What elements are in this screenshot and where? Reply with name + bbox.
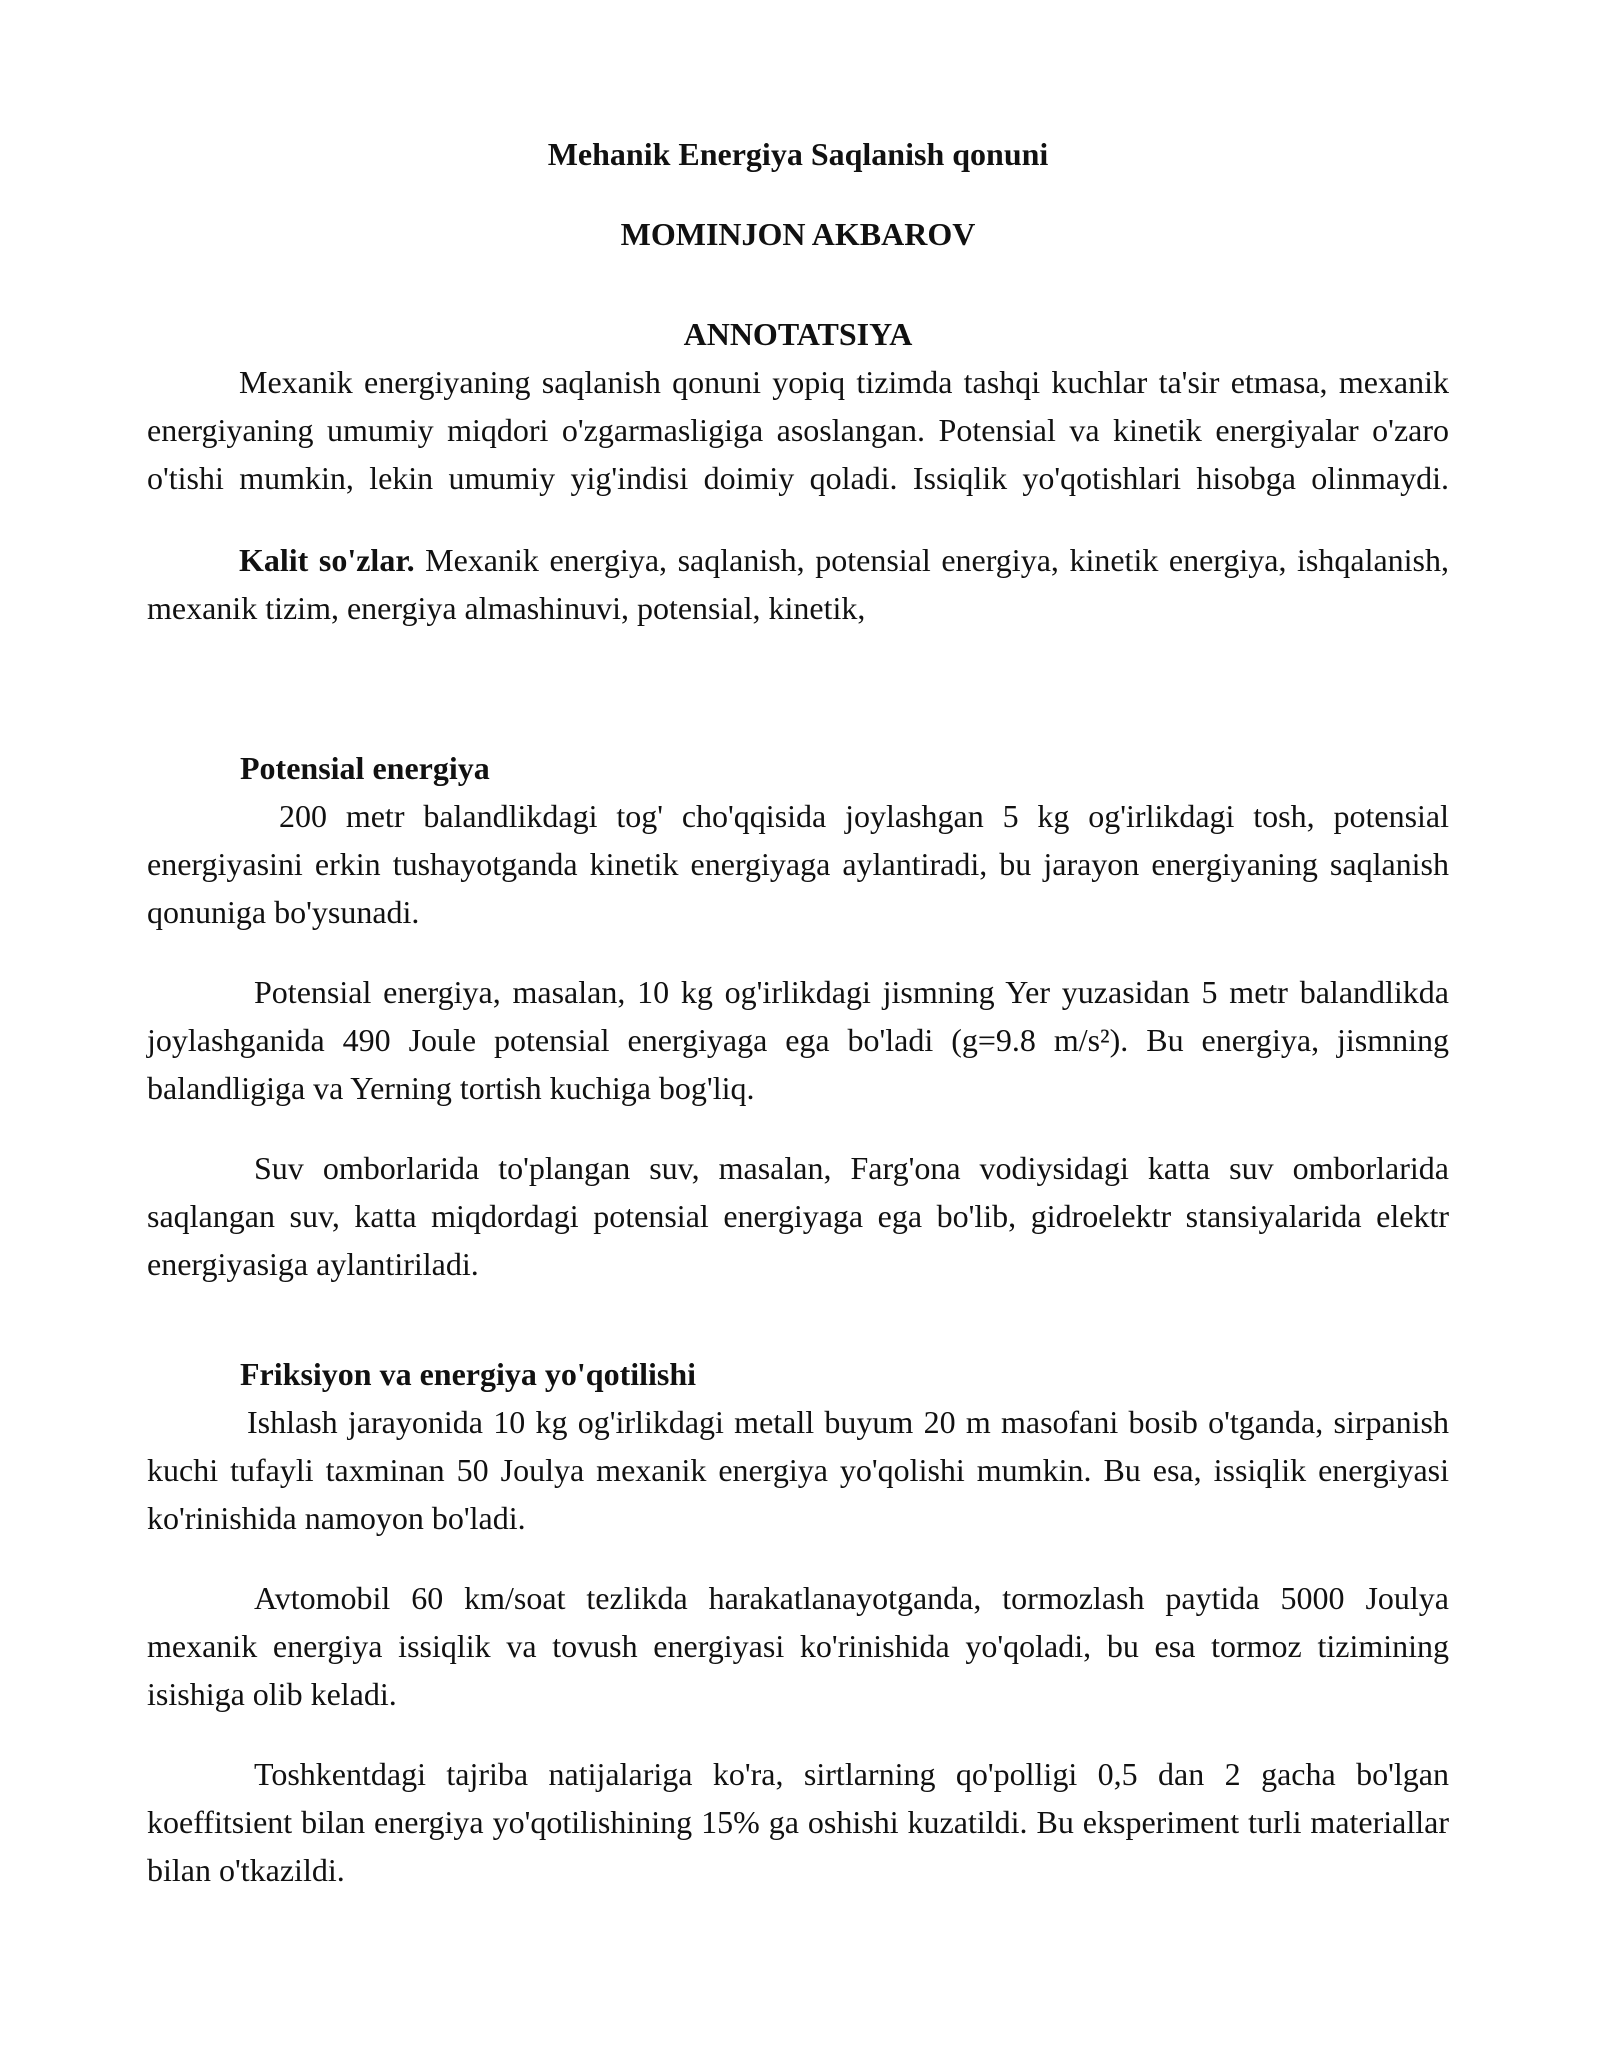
annotation-paragraph: Mexanik energiyaning saqlanish qonuni yopiq tizimda tashqi kuchlar ta'sir etmasa, mexanik energiyaning umumiy miqdori o'zgarmasligiga asoslangan. Potensial va kinetik energiyalar o'zaro o'tishi mumkin, lekin umumiy yig'indisi doimiy qoladi. Issiqlik yo'qotishlari hisobga olinmaydi.	[147, 364, 1449, 496]
section-paragraph: Toshkentdagi tajriba natijalariga ko'ra, sirtlarning qo'polligi 0,5 dan 2 gacha bo'lgan koeffitsient bilan energiya yo'qotilishining 15% ga oshishi kuzatildi. Bu eksperiment turli materiallar bilan o'tkazildi.	[147, 1756, 1449, 1888]
section-paragraph: Avtomobil 60 km/soat tezlikda harakatlanayotganda, tormozlash paytida 5000 Joulya mexanik energiya issiqlik va tovush energiyasi ko'rinishida yo'qoladi, bu esa tormoz tizimining isishiga olib keladi.	[147, 1580, 1449, 1712]
keywords-text: Mexanik energiya, saqlanish, potensial energiya, kinetik energiya, ishqalanish, mexanik tizim, energiya almashinuvi, potensial, kinetik,	[147, 542, 1450, 626]
section-heading-friction: Friksiyon va energiya yo'qotilishi	[240, 1356, 697, 1392]
section-heading-potential-energy: Potensial energiya	[240, 750, 490, 786]
section-paragraph: Suv omborlarida to'plangan suv, masalan, Farg'ona vodiysidagi katta suv omborlarida saqlangan suv, katta miqdordagi potensial energiyaga ega bo'lib, gidroelektr stansiyalarida elektr energiyasiga aylantiriladi.	[147, 1150, 1449, 1282]
author-name: MOMINJON AKBAROV	[620, 216, 976, 252]
section-paragraph: Ishlash jarayonida 10 kg og'irlikdagi metall buyum 20 m masofani bosib o'tganda, sirpanish kuchi tufayli taxminan 50 Joulya mexanik energiya yo'qolishi mumkin. Bu esa, issiqlik energiyasi ko'rinishida namoyon bo'ladi.	[147, 1404, 1449, 1536]
section-paragraph: 200 metr balandlikdagi tog' cho'qqisida joylashgan 5 kg og'irlikdagi tosh, potensial energiyasini erkin tushayotganda kinetik energiyaga aylantiradi, bu jarayon energiyaning saqlanish qonuniga bo'ysunadi.	[147, 798, 1449, 930]
annotation-heading: ANNOTATSIYA	[683, 316, 913, 352]
keywords-label: Kalit so'zlar.	[239, 542, 415, 578]
section-paragraph: Potensial energiya, masalan, 10 kg og'irlikdagi jismning Yer yuzasidan 5 metr balandlikda joylashganida 490 Joule potensial energiyaga ega bo'ladi (g=9.8 m/s²). Bu energiya, jismning balandligiga va Yerning tortish kuchiga bog'liq.	[147, 974, 1449, 1106]
keywords-paragraph	[147, 536, 1449, 632]
document-title: Mehanik Energiya Saqlanish qonuni	[547, 136, 1049, 172]
document-page	[147, 130, 1449, 1894]
